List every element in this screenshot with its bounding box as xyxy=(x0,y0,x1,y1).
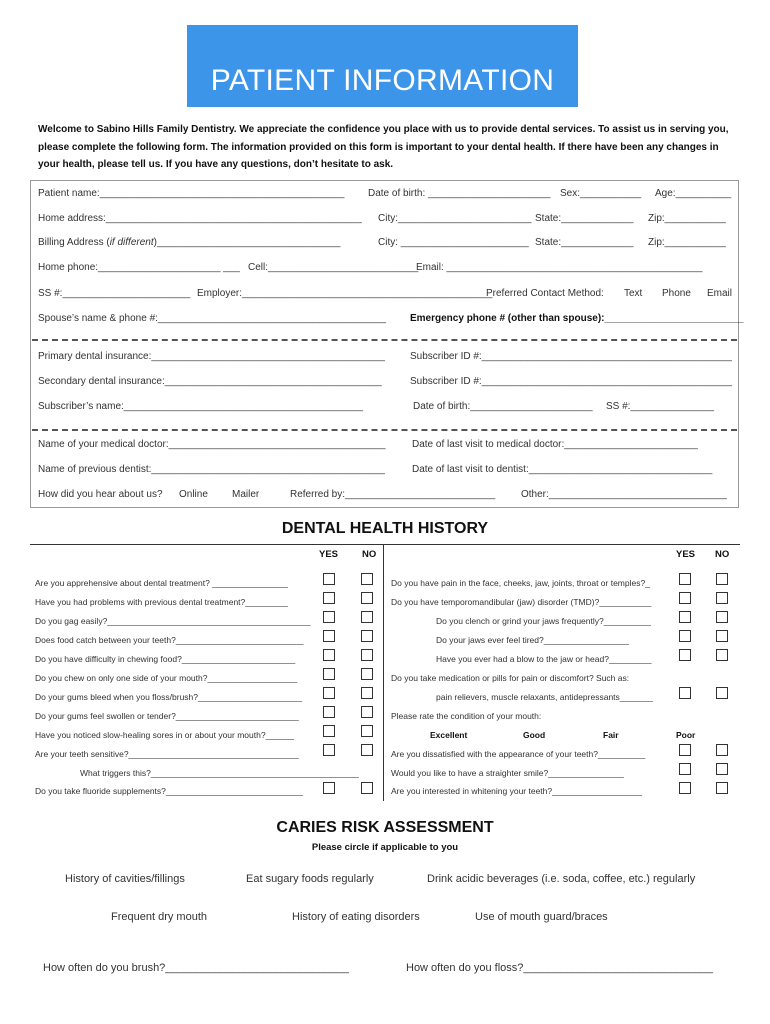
yes-checkbox[interactable] xyxy=(323,744,335,756)
no-header-right: NO xyxy=(715,549,730,560)
brush-frequency-field[interactable]: How often do you brush?______________________________ xyxy=(43,962,349,974)
no-checkbox[interactable] xyxy=(361,782,373,794)
heard-option-mailer[interactable]: Mailer xyxy=(232,489,260,500)
yes-checkbox[interactable] xyxy=(323,725,335,737)
billing-address-field[interactable] xyxy=(38,237,341,248)
state-field[interactable]: State:_____________ xyxy=(535,213,634,224)
zip-field[interactable]: Zip:___________ xyxy=(648,213,726,224)
contact-option-text[interactable]: Text xyxy=(624,288,643,299)
primary-insurance-field[interactable]: Primary dental insurance:__________________________________________ xyxy=(38,351,385,362)
section-divider xyxy=(32,429,737,431)
billing-state-field[interactable]: State:_____________ xyxy=(535,237,634,248)
patient-info-box xyxy=(30,180,739,508)
subscriber-id-field[interactable]: Subscriber ID #:_____________________________________________ xyxy=(410,351,732,362)
yes-checkbox[interactable] xyxy=(679,573,691,585)
caries-option[interactable]: Use of mouth guard/braces xyxy=(475,911,608,923)
no-checkbox[interactable] xyxy=(361,744,373,756)
spouse-field[interactable]: Spouse’s name & phone #:_________________________________________ xyxy=(38,313,386,324)
history-question: Do you chew on only one side of your mouth?___________________ xyxy=(35,673,298,683)
email-field[interactable]: Email: ______________________________________________ xyxy=(416,262,703,273)
no-checkbox[interactable] xyxy=(361,573,373,585)
history-question: Do you have difficulty in chewing food?________________________ xyxy=(35,654,296,664)
no-checkbox[interactable] xyxy=(361,687,373,699)
history-question: Are you apprehensive about dental treatment? ________________ xyxy=(35,578,288,588)
history-question: Have you ever had a blow to the jaw or head?_________ xyxy=(436,654,652,664)
yes-checkbox[interactable] xyxy=(323,687,335,699)
subscriber-id-2-field[interactable]: Subscriber ID #:_____________________________________________ xyxy=(410,376,732,387)
yes-header-right: YES xyxy=(676,549,696,560)
history-question: Do you take medication or pills for pain or discomfort? Such as: xyxy=(391,673,630,683)
referred-by-field[interactable]: Referred by:___________________________ xyxy=(290,489,496,500)
no-checkbox[interactable] xyxy=(361,592,373,604)
no-checkbox[interactable] xyxy=(716,687,728,699)
home-address-field[interactable]: Home address:______________________________________________ xyxy=(38,213,362,224)
intro-text: Welcome to Sabino Hills Family Dentistry. We appreciate the confidence you place with us to provide dental services. To assist us in serving you, please complete the following form. The information provided on this form is important to your dental health. If there have been any changes in your health, please tell us. If you have any questions, don’t hesitate to ask. xyxy=(38,124,729,170)
last-visit-medical-field[interactable]: Date of last visit to medical doctor:________________________ xyxy=(412,439,698,450)
billing-city-field[interactable]: City: _______________________ xyxy=(378,237,529,248)
other-field[interactable]: Other:________________________________ xyxy=(521,489,727,500)
history-question: Are you dissatisfied with the appearance of your teeth?__________ xyxy=(391,749,646,759)
history-column-divider xyxy=(383,544,384,801)
no-checkbox[interactable] xyxy=(361,630,373,642)
yes-checkbox[interactable] xyxy=(679,630,691,642)
sex-field[interactable]: Sex:___________ xyxy=(560,188,642,199)
ss-field[interactable]: SS #:_______________________ xyxy=(38,288,191,299)
rating-fair[interactable]: Fair xyxy=(603,730,619,740)
medical-doctor-field[interactable]: Name of your medical doctor:_______________________________________ xyxy=(38,439,386,450)
history-top-rule xyxy=(30,544,740,545)
employer-field[interactable]: Employer:_____________________________________________ xyxy=(197,288,493,299)
rating-poor[interactable]: Poor xyxy=(676,730,696,740)
yes-checkbox[interactable] xyxy=(679,763,691,775)
city-field[interactable]: City:________________________ xyxy=(378,213,532,224)
emergency-phone-field[interactable]: Emergency phone # (other than spouse):_________________________ xyxy=(410,313,744,324)
history-question: Do you gag easily?___________________________________________ xyxy=(35,616,311,626)
yes-checkbox[interactable] xyxy=(679,744,691,756)
history-question: Would you like to have a straighter smile?________________ xyxy=(391,768,624,778)
no-checkbox[interactable] xyxy=(361,725,373,737)
history-question: Do you take fluoride supplements?_____________________________ xyxy=(35,786,303,796)
contact-option-email[interactable]: Email xyxy=(707,288,733,299)
history-question: pain relievers, muscle relaxants, antidepressants_______ xyxy=(436,692,653,702)
heard-about-label: How did you hear about us? xyxy=(38,489,163,500)
floss-frequency-field[interactable]: How often do you floss?_______________________________ xyxy=(406,962,714,974)
home-phone-field[interactable]: Home phone:______________________ ___ xyxy=(38,262,240,273)
no-checkbox[interactable] xyxy=(361,668,373,680)
yes-checkbox[interactable] xyxy=(323,649,335,661)
yes-checkbox[interactable] xyxy=(323,782,335,794)
yes-checkbox[interactable] xyxy=(323,592,335,604)
subscriber-dob-field[interactable]: Date of birth:______________________ xyxy=(413,401,593,412)
age-field[interactable]: Age:__________ xyxy=(655,188,732,199)
yes-checkbox[interactable] xyxy=(323,706,335,718)
yes-checkbox[interactable] xyxy=(323,573,335,585)
caries-option[interactable]: Eat sugary foods regularly xyxy=(246,873,374,885)
billing-label: Billing Address ( xyxy=(38,237,110,248)
history-question: Have you had problems with previous dental treatment?_________ xyxy=(35,597,288,607)
subscriber-ss-field[interactable]: SS #:_______________ xyxy=(606,401,714,412)
no-checkbox[interactable] xyxy=(716,744,728,756)
history-question: What triggers this?____________________________________________ xyxy=(80,768,359,778)
history-question: Do you have temporomandibular (jaw) disorder (TMD)?___________ xyxy=(391,597,652,607)
caries-option[interactable]: History of eating disorders xyxy=(292,911,420,923)
no-checkbox[interactable] xyxy=(716,611,728,623)
cell-field[interactable]: Cell:___________________________ xyxy=(248,262,419,273)
no-checkbox[interactable] xyxy=(716,573,728,585)
rating-good[interactable]: Good xyxy=(523,730,546,740)
no-checkbox[interactable] xyxy=(716,630,728,642)
yes-checkbox[interactable] xyxy=(323,630,335,642)
history-question: Are your teeth sensitive?____________________________________ xyxy=(35,749,299,759)
subscriber-name-field[interactable]: Subscriber’s name:___________________________________________ xyxy=(38,401,363,412)
yes-checkbox[interactable] xyxy=(323,611,335,623)
history-question: Do your jaws ever feel tired?__________________ xyxy=(436,635,629,645)
caries-title: CARIES RISK ASSESSMENT xyxy=(276,819,494,836)
caries-subtitle: Please circle if applicable to you xyxy=(311,842,459,853)
secondary-insurance-field[interactable]: Secondary dental insurance:_______________________________________ xyxy=(38,376,382,387)
billing-line: )_________________________________ xyxy=(153,237,341,248)
no-checkbox[interactable] xyxy=(716,592,728,604)
history-question: Are you interested in whitening your teeth?___________________ xyxy=(391,786,642,796)
history-question: Do you clench or grind your jaws frequently?__________ xyxy=(436,616,651,626)
heard-option-online[interactable]: Online xyxy=(179,489,208,500)
last-visit-dentist-field[interactable]: Date of last visit to dentist:_________________________________ xyxy=(412,464,713,475)
history-question: Do your gums feel swollen or tender?__________________________ xyxy=(35,711,299,721)
preferred-contact-label: Preferred Contact Method: xyxy=(486,288,604,299)
date-of-birth-field[interactable]: Date of birth: ______________________ xyxy=(368,188,551,199)
yes-checkbox[interactable] xyxy=(679,592,691,604)
caries-option[interactable]: Frequent dry mouth xyxy=(111,911,207,923)
history-question: Does food catch between your teeth?___________________________ xyxy=(35,635,304,645)
yes-checkbox[interactable] xyxy=(323,668,335,680)
page-title: PATIENT INFORMATION xyxy=(210,64,555,97)
previous-dentist-field[interactable]: Name of previous dentist:__________________________________________ xyxy=(38,464,385,475)
yes-header-left: YES xyxy=(319,549,339,560)
history-question: Do you have pain in the face, cheeks, jaw, joints, throat or temples?_ xyxy=(391,578,650,588)
no-header-left: NO xyxy=(362,549,377,560)
yes-checkbox[interactable] xyxy=(679,649,691,661)
caries-option[interactable]: Drink acidic beverages (i.e. soda, coffee, etc.) regularly xyxy=(427,873,696,885)
no-checkbox[interactable] xyxy=(716,782,728,794)
no-checkbox[interactable] xyxy=(361,611,373,623)
contact-option-phone[interactable]: Phone xyxy=(662,288,691,299)
no-checkbox[interactable] xyxy=(716,763,728,775)
no-checkbox[interactable] xyxy=(361,706,373,718)
rating-excellent[interactable]: Excellent xyxy=(430,730,468,740)
no-checkbox[interactable] xyxy=(716,649,728,661)
yes-checkbox[interactable] xyxy=(679,687,691,699)
caries-option[interactable]: History of cavities/fillings xyxy=(65,873,185,885)
dental-history-title: DENTAL HEALTH HISTORY xyxy=(281,520,489,537)
history-question: Have you noticed slow-healing sores in or about your mouth?______ xyxy=(35,730,294,740)
patient-name-field[interactable]: Patient name:____________________________________________ xyxy=(38,188,345,199)
section-divider xyxy=(32,339,737,341)
no-checkbox[interactable] xyxy=(361,649,373,661)
history-question: Do your gums bleed when you floss/brush?______________________ xyxy=(35,692,303,702)
yes-checkbox[interactable] xyxy=(679,611,691,623)
billing-label-italic: if different xyxy=(109,237,154,248)
billing-zip-field[interactable]: Zip:___________ xyxy=(648,237,726,248)
title-banner xyxy=(187,25,578,107)
history-question: Please rate the condition of your mouth: xyxy=(391,711,542,721)
yes-checkbox[interactable] xyxy=(679,782,691,794)
